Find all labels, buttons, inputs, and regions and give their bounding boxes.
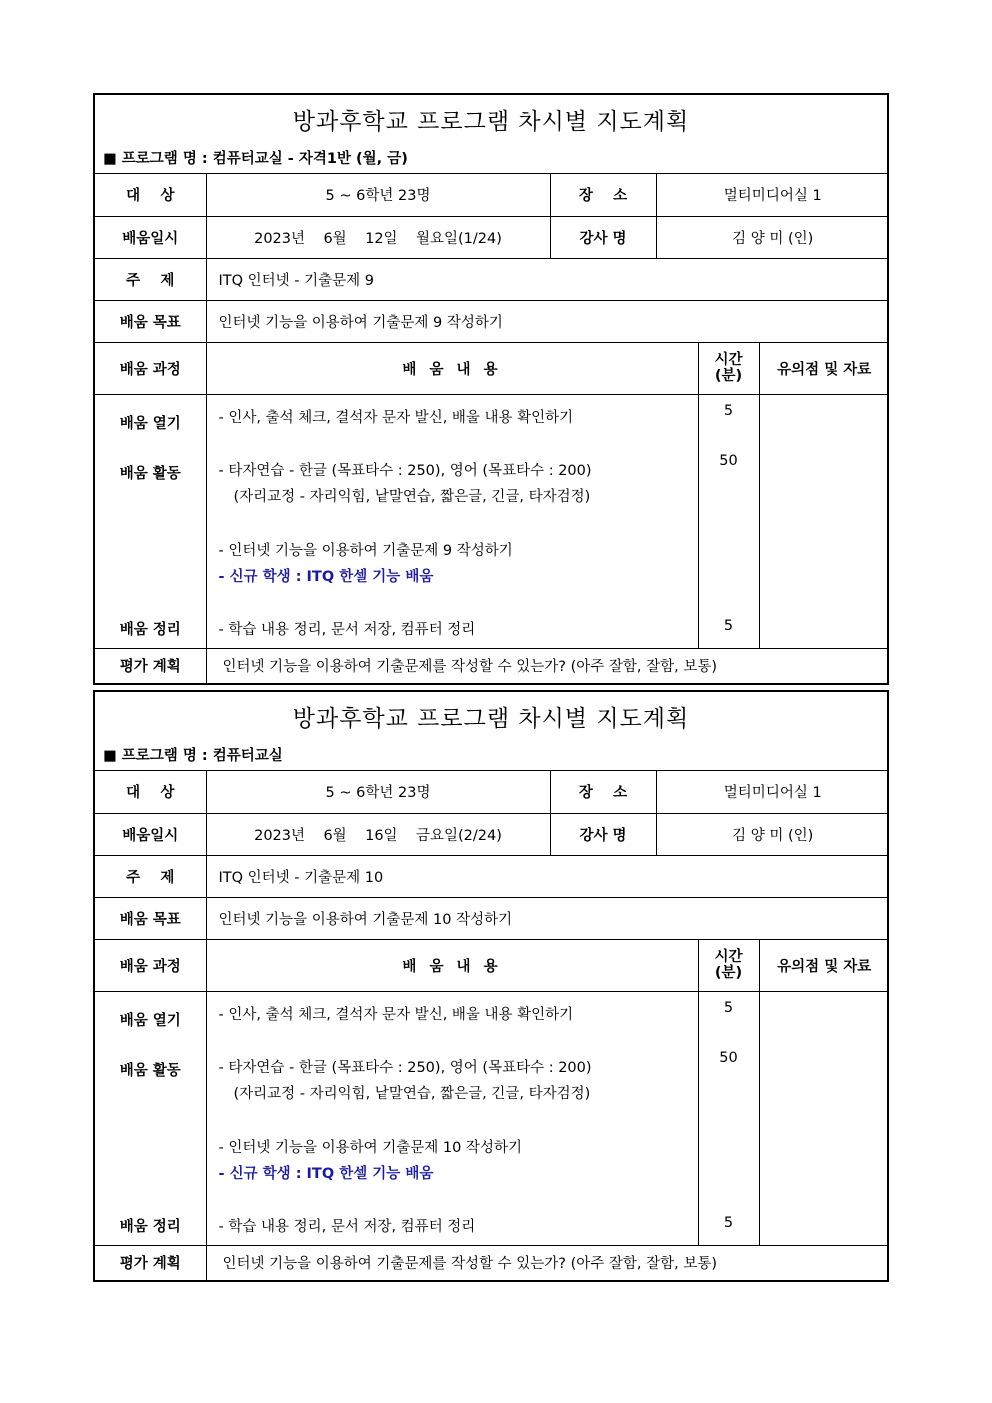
eval-value: 인터넷 기능을 이용하여 기출문제를 작성할 수 있는가? (아주 잘함, 잘함, 보통) — [206, 1245, 889, 1280]
time-header — [698, 342, 759, 394]
line-close: - 학습 내용 정리, 문서 저장, 컴퓨터 정리 — [218, 621, 476, 638]
line-activity-3: - 인터넷 기능을 이용하여 기출문제 10 작성하기 — [218, 1139, 522, 1156]
goal-label: 배움 목표 — [95, 300, 206, 342]
time-activity: 50 — [719, 1049, 738, 1066]
time-cell — [698, 394, 759, 648]
process-cell — [95, 991, 206, 1245]
topic-label: 주 제 — [95, 855, 206, 897]
teacher-value: 김 양 미 (인) — [656, 216, 889, 258]
process-header: 배움 과정 — [95, 939, 206, 991]
target-label: 대 상 — [95, 174, 206, 216]
line-activity-1: - 타자연습 - 한글 (목표타수 : 250), 영어 (목표타수 : 200) — [218, 1059, 592, 1076]
stage-open: 배움 열기 — [119, 415, 181, 432]
plan-title: 방과후학교 프로그램 차시별 지도계획 — [292, 109, 690, 135]
topic-label: 주 제 — [95, 258, 206, 300]
stage-close: 배움 정리 — [119, 1218, 181, 1235]
content-header: 배 움 내 용 — [206, 342, 698, 394]
content-cell — [206, 394, 698, 648]
process-cell — [95, 394, 206, 648]
time-close: 5 — [723, 1214, 734, 1231]
content-header: 배 움 내 용 — [206, 939, 698, 991]
line-open: - 인사, 출석 체크, 결석자 문자 발신, 배울 내용 확인하기 — [218, 1006, 574, 1023]
lesson-plan-1 — [93, 93, 889, 685]
place-label: 장 소 — [550, 771, 656, 813]
teacher-label: 강사 명 — [550, 216, 656, 258]
target-label: 대 상 — [95, 771, 206, 813]
line-activity-2: (자리교정 - 자리익힘, 낱말연습, 짧은글, 긴글, 타자검정) — [233, 1085, 591, 1102]
eval-label: 평가 계획 — [95, 1245, 206, 1280]
notes-cell — [759, 991, 889, 1245]
plan-table — [95, 771, 889, 1280]
teacher-label: 강사 명 — [550, 813, 656, 855]
line-open: - 인사, 출석 체크, 결석자 문자 발신, 배울 내용 확인하기 — [218, 409, 574, 426]
time-header-line2: (분) — [714, 965, 743, 981]
goal-label: 배움 목표 — [95, 897, 206, 939]
target-value: 5 ~ 6학년 23명 — [206, 771, 550, 813]
content-cell — [206, 991, 698, 1245]
goal-value: 인터넷 기능을 이용하여 기출문제 10 작성하기 — [206, 897, 889, 939]
date-value: 2023년 6월 12일 월요일(1/24) — [206, 216, 550, 258]
plan-header — [95, 692, 887, 771]
line-close: - 학습 내용 정리, 문서 저장, 컴퓨터 정리 — [218, 1218, 476, 1235]
lesson-plan-2 — [93, 690, 889, 1282]
time-close: 5 — [723, 617, 734, 634]
plan-title: 방과후학교 프로그램 차시별 지도계획 — [292, 706, 690, 732]
time-open: 5 — [723, 999, 734, 1016]
notes-header: 유의점 및 자료 — [759, 939, 889, 991]
stage-open: 배움 열기 — [119, 1012, 181, 1029]
time-header-line1: 시간 — [714, 949, 743, 965]
goal-value: 인터넷 기능을 이용하여 기출문제 9 작성하기 — [206, 300, 889, 342]
time-activity: 50 — [719, 452, 738, 469]
time-cell — [698, 991, 759, 1245]
eval-value: 인터넷 기능을 이용하여 기출문제를 작성할 수 있는가? (아주 잘함, 잘함, 보통) — [206, 648, 889, 683]
line-activity-3: - 인터넷 기능을 이용하여 기출문제 9 작성하기 — [218, 542, 513, 559]
place-value: 멀티미디어실 1 — [656, 174, 889, 216]
teacher-value: 김 양 미 (인) — [656, 813, 889, 855]
notes-cell — [759, 394, 889, 648]
stage-activity: 배움 활동 — [119, 1062, 181, 1079]
time-header-line1: 시간 — [714, 352, 743, 368]
plan-table — [95, 174, 889, 683]
line-activity-4: - 신규 학생 : ITQ 한셀 기능 배움 — [218, 1165, 434, 1182]
time-header — [698, 939, 759, 991]
time-header-line2: (분) — [714, 368, 743, 384]
line-activity-1: - 타자연습 - 한글 (목표타수 : 250), 영어 (목표타수 : 200) — [218, 462, 592, 479]
date-label: 배움일시 — [95, 216, 206, 258]
notes-header: 유의점 및 자료 — [759, 342, 889, 394]
process-header: 배움 과정 — [95, 342, 206, 394]
eval-label: 평가 계획 — [95, 648, 206, 683]
stage-activity: 배움 활동 — [119, 465, 181, 482]
date-value: 2023년 6월 16일 금요일(2/24) — [206, 813, 550, 855]
place-value: 멀티미디어실 1 — [656, 771, 889, 813]
time-open: 5 — [723, 402, 734, 419]
line-activity-4: - 신규 학생 : ITQ 한셀 기능 배움 — [218, 568, 434, 585]
program-name: ■ 프로그램 명 : 컴퓨터교실 - 자격1반 (월, 금) — [103, 151, 408, 167]
line-activity-2: (자리교정 - 자리익힘, 낱말연습, 짧은글, 긴글, 타자검정) — [233, 488, 591, 505]
topic-value: ITQ 인터넷 - 기출문제 10 — [206, 855, 889, 897]
program-name: ■ 프로그램 명 : 컴퓨터교실 — [103, 748, 283, 764]
topic-value: ITQ 인터넷 - 기출문제 9 — [206, 258, 889, 300]
stage-close: 배움 정리 — [119, 621, 181, 638]
date-label: 배움일시 — [95, 813, 206, 855]
place-label: 장 소 — [550, 174, 656, 216]
plan-header — [95, 95, 887, 174]
target-value: 5 ~ 6학년 23명 — [206, 174, 550, 216]
